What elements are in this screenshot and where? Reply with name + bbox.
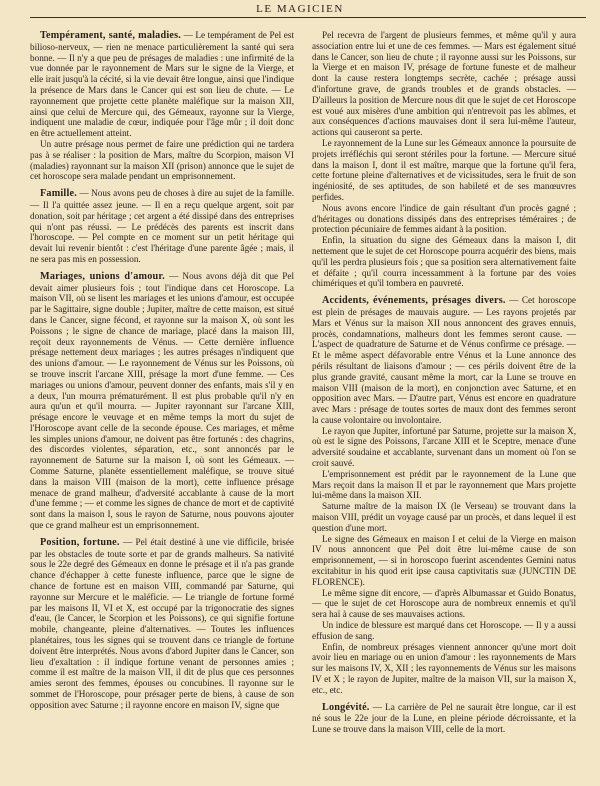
section-longevite — [312, 702, 576, 735]
paragraph: Un autre présage nous permet de faire une prédiction qui ne tardera pas à se réaliser : la position de Mars, maître du Scorpion, maison VI (maladies) rayonnant sur la maison XII (prison) annonce que le sujet de cet horoscope sera malade pendant un emprisonnement. — [30, 138, 294, 182]
section-title — [40, 271, 165, 282]
paragraph: Pel recevra de l'argent de plusieurs femmes, et même qu'il y aura association entre lui et une de ces femmes. — Mars est également situé dans le Cancer, son lieu de chute ; il rayonne aussi sur les Poissons, sur la Vierge et en maison IV, présage de fortune funeste et de malheur dont la cause restera longtemps secrète, cachée ; présage aussi d'infortune grave, de grands troubles et de grands obstacles. — D'ailleurs la position de Mercure nous dit que le sujet de cet Horoscope est voué aux misères d'une ambition qui n'entrevoit pas les abîmes, et aux conséquences d'actions mauvaises dont il sera lui-même l'auteur, actions qui causeront sa perte. — [312, 30, 576, 138]
section-text: — Nous avons peu de choses à dire au sujet de la famille. — Il l'a quittée assez jeune. — Il en a reçu quelque argent, soit par donation, soit par héritage ; cet argent a été dissipé dans des entreprises qui n'ont pas réussi. — Le prédécès des parents est inscrit dans l'horoscope. — Pel compte en ce moment sur un petit héritage qui devait lui revenir bientôt : c'est l'héritage d'une parente âgée ; mais, il ne sera pas mis en possession. — [30, 188, 294, 264]
section-heading: Tempérament, santé, maladies. — [40, 30, 181, 41]
section-text: — Pel était destiné à une vie difficile, brisée par les obstacles de toute sorte et par de grands malheurs. Sa nativité sous le 22e degré des Gémeaux en donne le présage et il n'a pas grande chance d'échapper à cette funeste influence, parce que le signe de chance de fortune est en maison VIII, commandé par Saturne, qui rayonne sur Mercure et le maléficie. — Le triangle de fortune formé par les maisons II, VI et X, est occupé par la trigonocratie des signes d'eau, (le Cancer, le Scorpion et les Poissons), ce qui signifie fortune mobile, changeante, pleine d'alternatives. — Toutes les influences planétaires, tous les signes qui se trouvent dans ce triangle de fortune doivent être interprétés. Nous avons d'abord Jupiter dans le Cancer, son lieu d'exaltation : il indique fortune venant de personnes amies ; comme il est maître de la maison VII, il dit de plus que ces personnes amies seront des femmes, épouses ou concubines. Il rayonne sur le sommet de l'Horoscope, pour présager perte de biens, à cause de son opposition avec Saturne ; il rayonne encore en maison IV, signe que — [30, 536, 295, 710]
section-text: — La carrière de Pel ne saurait être longue, car il est né sous le 22e jour de la Lune, en pleine période décroissante, et la Lune se trouve dans la maison VIII, celle de la mort. — [312, 701, 577, 735]
section-text: — Cet horoscope est plein de présages de mauvais augure. — Les rayons projetés par Mars et Vénus sur la maison XII nous annoncent des graves ennuis, procès, condamnations, malheurs dont les femmes seront cause. — L'aspect de quadrature de Saturne et de Vénus confirme ce présage. — Et le même aspect défavorable entre Vénus et la Lune annonce des périls résultant de liaisons d'amour ; — ces périls doivent être de la plus grande gravité, causant même la mort, car la Lune se trouve en maison VIII (maison de la mort), en conjonction avec Saturne, et en opposition avec Mars. — D'autre part, Vénus est encore en quadrature avec Mars : présage de toutes sortes de maux dont des femmes seront la cause volontaire ou involontaire. — [312, 295, 576, 425]
paragraph: Le signe des Gémeaux en maison I et celui de la Vierge en maison IV nous annoncent que Pel doit être lui-même cause de son emprisonnement, — si in horoscopo fuerint ascendentes Gemini natus excitabitur in his quod erit ipse causa captivitatis suæ (JUNCTIN DE FLORENCE). — [312, 533, 576, 587]
paragraph: L'emprisonnement est prédit par le rayonnement de la Lune que Mars reçoit dans la maison II et par le rayonnement que Mars projette lui-même dans la maison XII. — [312, 468, 576, 501]
section-title — [40, 30, 181, 41]
paragraph — [30, 188, 294, 265]
paragraph: Nous avons encore l'indice de gain résultant d'un procès gagné ; d'héritages ou donations dissipés dans des entreprises téméraires ; de protection pécuniaire de femmes aidant à la position. — [312, 202, 576, 235]
paragraph — [312, 702, 576, 735]
section-text: — Le tempérament de Pel est bilioso-nerveux, — rien ne menace particulièrement la santé qui sera bonne. — Il n'y a que peu de présages de maladies : une infirmité de la vue donnée par le rayonnement de Mars sur le signe de la Vierge, et elle irait jusqu'à la cécité, si la vie devait être longue, ainsi que l'indique la présence de Mars dans le Cancer qui est son lieu de chute. — Le rayonnement que projette cette planète maléfique sur la maison XII, ainsi que celui de Mercure qui, des Gémeaux, rayonne sur la Vierge, indiquent une maladie de cœur, indiquée pour l'âge mûr ; il doit donc en être actuellement atteint. — [30, 30, 295, 139]
section-accidents — [312, 295, 576, 695]
left-column — [30, 30, 294, 717]
section-title — [322, 295, 506, 306]
paragraph: Saturne maître de la maison IX (le Verseau) se trouvant dans la maison VIII, prédit un voyage causé par un procès, et dans lequel il est question d'une mort. — [312, 501, 576, 533]
section-title — [40, 537, 120, 548]
header-rule — [30, 17, 586, 18]
section-heading: Famille. — [40, 188, 77, 200]
paragraph — [312, 295, 576, 426]
right-column — [312, 30, 576, 741]
section-position-fortune — [30, 537, 294, 711]
section-title — [40, 188, 77, 199]
paragraph: Le même signe dit encore, — d'après Albumassar et Guido Bonatus, — que le sujet de cet Horoscope aura de nombreux ennemis et qu'il sera haï à cause de ses mauvaises actions. — [312, 587, 576, 620]
section-heading: Mariages, unions d'amour. — [40, 270, 165, 282]
section-title — [322, 702, 370, 713]
paragraph: Le rayon que Jupiter, infortuné par Saturne, projette sur la maison X, où est le signe des Poissons, l'arcane XIII et le Sceptre, menace d'une adversité soudaine et accablante, survenant dans un moment où l'on se croit sauvé. — [312, 425, 576, 469]
section-famille — [30, 188, 294, 265]
paragraph: Enfin, de nombreux présages viennent annoncer qu'une mort doit avoir lieu en mariage ou en union d'amour : les rayonnements de Mars sur les maisons IV, X, XII ; les rayonnements de Vénus sur les maisons IV et X ; le rayon de Jupiter, maître de la maison VII, sur la maison X, etc., etc. — [312, 641, 576, 695]
section-temperament — [30, 30, 294, 182]
paragraph — [30, 30, 294, 139]
paragraph — [30, 537, 294, 711]
page-header — [0, 0, 600, 24]
section-text: — Nous avons déjà dit que Pel devait aimer plusieurs fois ; tout l'indique dans cet Horoscope. La maison VII, où se lisent les mariages et les unions d'amour, est occupée par le Sagittaire, signe double ; Jupiter, maître de cette maison, est situé dans le Cancer, signe fécond, et rayonne sur la maison X, où sont les Poissons ; le signe de chance de mariage, placé dans la maison III, reçoit deux rayonnements de Vénus. — Cette dernière influence présage nettement deux mariages ; les autres présages n'indiquent que des unions d'amour. — Le rayonnement de Vénus sur les Poissons, où se trouve inscrit l'arcane XIII, présage la mort d'une femme. — Ces mariages ou unions d'amour, peuvent donner des enfants, mais s'il y en a deux, l'un mourra prématurément. Il est plus probable qu'il n'y en aura qu'un et qu'il mourra. — Jupiter rayonnant sur l'arcane XIII, présage encore le veuvage et en même temps la mort du sujet de l'Horoscope avant celle de la seconde épouse. Ces mariages, et même les simples unions d'amour, ne doivent pas être fortunés : des chagrins, des discordes violentes, séparation, etc., sont annoncés par le rayonnement de Saturne sur la maison I, où sont les Gémeaux. — Comme Saturne, planète essentiellement maléfique, se trouve situé dans la maison VIII (maison de la mort), cette influence présage menace de grand malheur, d'adversité accablante à cause de la mort d'une femme ; — et comme les signes de chance de mort et de captivité sont dans la maison I, sous le rayon de Saturne, nous pouvons ajouter que ce grand malheur est un emprisonnement. — [30, 270, 295, 531]
paragraph: Enfin, la situation du signe des Gémeaux dans la maison I, dit nettement que le sujet de cet Horoscope pourra acquérir des biens, mais qu'il les perdra plusieurs fois ; que sa position sera alternativement faite et défaite ; qu'il courra incessamment à la fortune par des voies chimériques et qu'il tombera en pauvreté. — [312, 235, 576, 289]
paragraph: Un indice de blessure est marqué dans cet Horoscope. — Il y a aussi effusion de sang. — [312, 620, 576, 641]
section-mariages — [30, 271, 294, 531]
section-heading: Longévité. — [322, 701, 370, 713]
running-title: LE MAGICIEN — [256, 3, 344, 15]
section-fortune-continued — [312, 30, 576, 289]
paragraph — [30, 271, 294, 531]
section-heading: Position, fortune. — [40, 536, 120, 548]
paragraph: Le rayonnement de la Lune sur les Gémeaux annonce la poursuite de projets irréfléchis qui seront stériles pour la fortune. — Mercure situé dans la maison I, dont il est maître, marque que la fortune qu'il fera, cette fortune pleine d'alternatives et de vicissitudes, sera le fruit de son ingéniosité, de ses aptitudes, de son habileté et de ses manœuvres perfides. — [312, 137, 576, 202]
section-heading: Accidents, événements, présages divers. — [322, 295, 506, 307]
